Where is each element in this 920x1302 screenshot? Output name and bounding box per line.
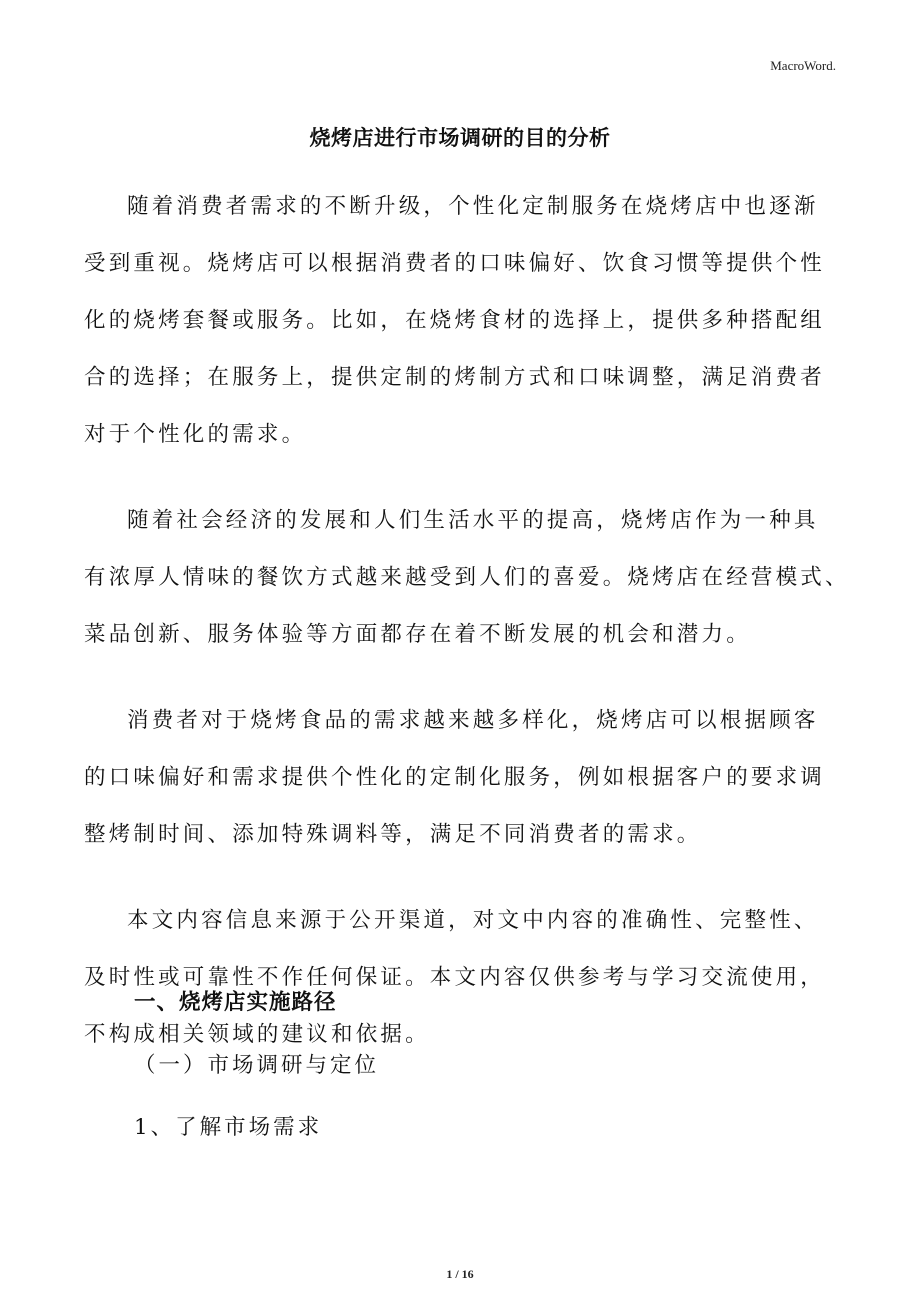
paragraph-line: 化的烧烤套餐或服务。比如，在烧烤食材的选择上，提供多种搭配组 xyxy=(84,308,826,333)
section-heading-3: 1、了解市场需求 xyxy=(134,1115,323,1140)
paragraph-line: 随着消费者需求的不断升级，个性化定制服务在烧烤店中也逐渐 xyxy=(127,194,819,219)
paragraph-line: 随着社会经济的发展和人们生活水平的提高，烧烤店作为一种具 xyxy=(127,508,819,533)
paragraph-2 xyxy=(84,492,850,663)
document-title: 烧烤店进行市场调研的目的分析 xyxy=(309,126,611,150)
paragraph-line: 整烤制时间、添加特殊调料等，满足不同消费者的需求。 xyxy=(84,822,702,847)
paragraph-4-disclaimer xyxy=(84,892,836,1063)
paragraph-line: 对于个性化的需求。 xyxy=(84,422,307,447)
paragraph-line: 菜品创新、服务体验等方面都存在着不断发展的机会和潜力。 xyxy=(84,622,751,647)
header-watermark: MacroWord. xyxy=(770,58,836,73)
section-heading-2: （一）市场调研与定位 xyxy=(134,1053,380,1078)
paragraph-line: 有浓厚人情味的餐饮方式越来越受到人们的喜爱。烧烤店在经营模式、 xyxy=(84,565,850,590)
paragraph-line: 合的选择；在服务上，提供定制的烤制方式和口味调整，满足消费者 xyxy=(84,365,826,390)
body-text xyxy=(84,178,850,1092)
page-number: 1 / 16 xyxy=(446,1267,474,1281)
paragraph-line: 受到重视。烧烤店可以根据消费者的口味偏好、饮食习惯等提供个性 xyxy=(84,251,826,276)
paragraph-1 xyxy=(84,178,836,463)
paragraph-line: 不构成相关领域的建议和依据。 xyxy=(84,1022,430,1047)
paragraph-line: 本文内容信息来源于公开渠道，对文中内容的准确性、完整性、 xyxy=(127,908,819,933)
paragraph-line: 及时性或可靠性不作任何保证。本文内容仅供参考与学习交流使用， xyxy=(84,965,826,990)
paragraph-line: 的口味偏好和需求提供个性化的定制化服务，例如根据客户的要求调 xyxy=(84,765,826,790)
section-heading-1: 一、烧烤店实施路径 xyxy=(134,990,337,1015)
paragraph-line: 消费者对于烧烤食品的需求越来越多样化，烧烤店可以根据顾客 xyxy=(127,708,819,733)
paragraph-3 xyxy=(84,692,836,863)
